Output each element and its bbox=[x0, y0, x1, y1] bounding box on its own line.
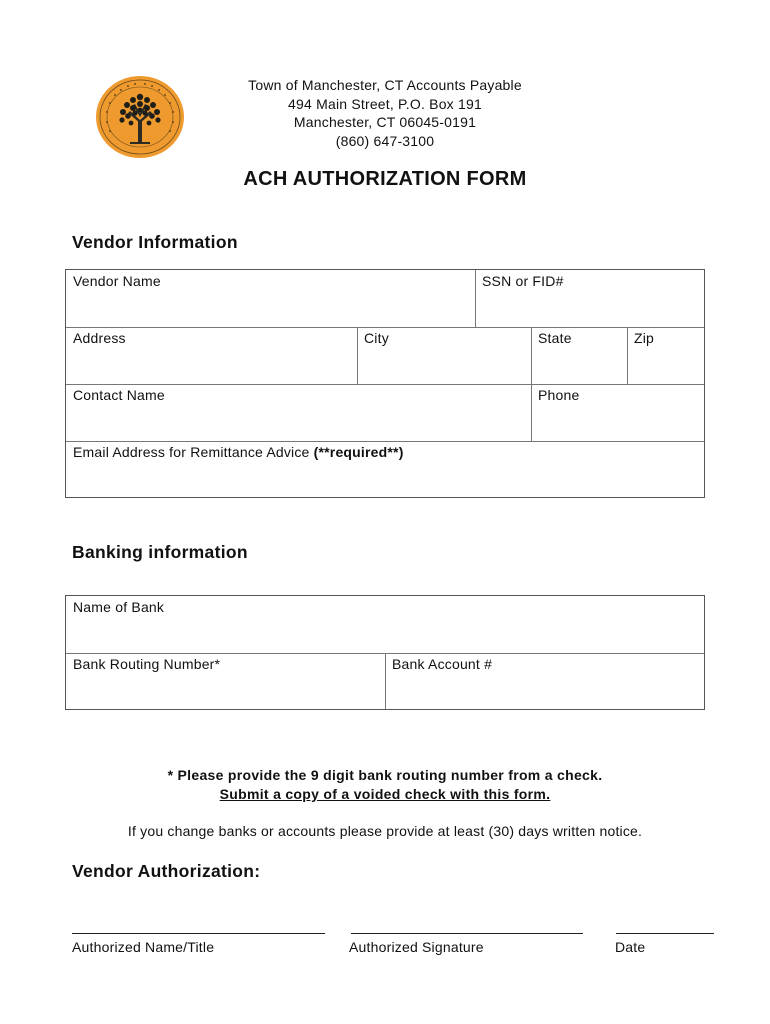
vendor-name-label: Vendor Name bbox=[73, 273, 161, 289]
routing-number-label: Bank Routing Number* bbox=[73, 656, 221, 672]
form-title: ACH AUTHORIZATION FORM bbox=[243, 168, 527, 190]
account-number-field[interactable] bbox=[385, 653, 704, 709]
routing-number-note: * Please provide the 9 digit bank routing number from a check. bbox=[167, 767, 603, 783]
bank-name-field[interactable] bbox=[66, 596, 704, 653]
signature-line[interactable] bbox=[351, 933, 583, 934]
ssn-fid-label: SSN or FID# bbox=[482, 273, 564, 289]
voided-check-note bbox=[0, 786, 770, 802]
phone-field[interactable] bbox=[531, 384, 704, 441]
address-line: 494 Main Street, P.O. Box 191 bbox=[288, 95, 482, 112]
state-field[interactable] bbox=[531, 327, 627, 384]
address-line: Manchester, CT 06045-0191 bbox=[293, 114, 477, 130]
signature-label: Authorized Signature bbox=[349, 939, 484, 955]
account-number-label: Bank Account # bbox=[392, 656, 493, 672]
address-line: (860) 647-3100 bbox=[335, 132, 435, 149]
contact-name-field[interactable] bbox=[66, 384, 531, 441]
name-title-label: Authorized Name/Title bbox=[72, 939, 215, 955]
banking-info-grid bbox=[65, 595, 705, 710]
vendor-section-heading: Vendor Information bbox=[72, 232, 238, 252]
address-label: Address bbox=[73, 330, 126, 346]
vendor-info-grid bbox=[65, 269, 705, 498]
banking-section-heading: Banking information bbox=[72, 542, 248, 562]
routing-number-field[interactable] bbox=[66, 653, 385, 709]
email-field[interactable] bbox=[66, 441, 704, 497]
vendor-name-field[interactable] bbox=[66, 270, 475, 327]
contact-name-label: Contact Name bbox=[73, 387, 165, 403]
email-label: Email Address for Remittance Advice bbox=[73, 444, 310, 460]
date-line[interactable] bbox=[616, 933, 714, 934]
phone-label: Phone bbox=[538, 387, 580, 403]
zip-label: Zip bbox=[634, 330, 655, 346]
change-notice: If you change banks or accounts please provide at least (30) days written notice. bbox=[127, 823, 643, 839]
authorization-section-heading: Vendor Authorization: bbox=[72, 861, 261, 881]
town-address-block bbox=[200, 76, 570, 150]
address-field[interactable] bbox=[66, 327, 357, 384]
town-seal-icon bbox=[95, 75, 185, 159]
zip-field[interactable] bbox=[627, 327, 704, 384]
address-line: Town of Manchester, CT Accounts Payable bbox=[248, 77, 522, 93]
date-label: Date bbox=[615, 939, 646, 955]
city-label: City bbox=[364, 330, 389, 346]
voided-check-text: Submit a copy of a voided check with this form. bbox=[219, 786, 551, 802]
state-label: State bbox=[538, 330, 572, 346]
ssn-fid-field[interactable] bbox=[475, 270, 704, 327]
name-title-line[interactable] bbox=[72, 933, 325, 934]
email-required-note: (**required**) bbox=[313, 444, 404, 460]
city-field[interactable] bbox=[357, 327, 531, 384]
bank-name-label: Name of Bank bbox=[73, 599, 165, 615]
